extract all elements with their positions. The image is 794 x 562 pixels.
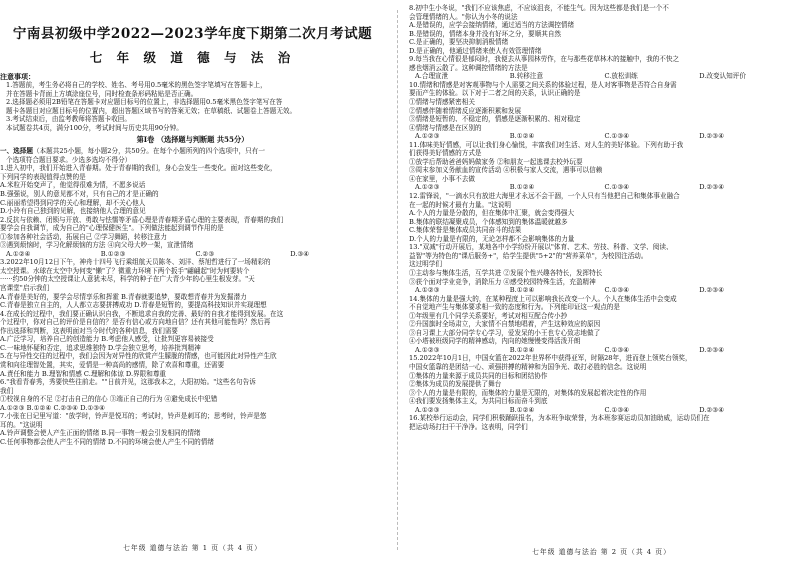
question-line: 作出选择和判断，这表明面对当今时代的各种信息，我们需要 — [0, 326, 179, 335]
option: D.②③④ — [699, 183, 725, 192]
question-line: 中国女篮靠的是团结一心、顽强拼搏的精神和为国争光、敢打必胜的信念。这说明 — [409, 362, 647, 371]
q15-options — [409, 406, 794, 415]
question-line: D.小玲有自己独到的见解，也接纳他人合理的意见 — [0, 207, 146, 216]
question-line: ······约50分钟的太空授课让人意犹未尽，科学的种子在广大青少年的心里生根发芽。"天 — [0, 275, 255, 284]
question-line: 1.进入初中，我们开始进入青春期。处于青春期的我们，身心会发生一些变化。面对这些变化， — [0, 164, 277, 173]
question-line: 6."我看青春秀，秀要快些往前走。""日前并见，这那我本之，大阳初始。"这些名句告诉 — [0, 378, 256, 387]
question-line: 我们 — [0, 386, 14, 395]
option: C.①③④ — [604, 183, 630, 192]
option: D.②③④ — [699, 132, 725, 141]
option: D.②③④ — [699, 345, 725, 354]
question-11 — [409, 141, 794, 184]
q11-options — [409, 183, 794, 192]
option: A.合理宣泄 — [415, 72, 449, 81]
notice-line: 1.答题前，考生务必将自己的学校、姓名、考号用0.5毫米的黑色签字笔填写在答题卡上， — [6, 81, 267, 89]
question-14 — [409, 295, 794, 346]
question-line: ④我们要发扬集体主义，为共同目标而奋斗到底 — [409, 397, 548, 406]
option: A.①②③ — [415, 345, 440, 354]
question-line: 3.2022年10月12日下午，神舟十四号飞行乘组航天员陈冬、刘洋、蔡旭哲进行了一场精彩的 — [0, 258, 271, 267]
option: D.②③④ — [699, 286, 725, 295]
question-line: A.責任和能力 B.理智和情感 C.理解和体谅 D.界限和尊重 — [0, 369, 167, 378]
question-line: 赏和向往理智处置，其实，爱情是一种高尚的感情，除了欢喜和尊重，还需要 — [0, 360, 225, 369]
option: D.②③④ — [699, 405, 725, 414]
option: A.①②③ — [415, 405, 440, 414]
question-line: 太空授课。水球在太空中为何变"懒"了？微重力环境下两个扳手"翩翩起"时为何要转个 — [0, 266, 250, 275]
question-line: 宫课堂"启示我们 — [0, 284, 50, 293]
option: A.①②③ — [415, 286, 440, 295]
question-line: ③情绪是短暂的、不稳定的，情感是逐渐积累的、相对稳定 — [409, 115, 581, 124]
q10-options — [409, 132, 794, 141]
option: B.①②④ — [509, 132, 535, 141]
question-8 — [409, 4, 794, 55]
notice-line: 本试题卷共4页，满分100分，考试时间与历史共用90分钟。 — [6, 123, 183, 132]
option: B.①②④ — [509, 286, 535, 295]
section-1-desc: （本题共25小题，每小题2分，共50分。在每个小题所列的四个选项中，只有一 — [32, 147, 265, 156]
question-line: 们获得美好情感的方式是 — [409, 149, 482, 158]
question-line: ③个人的力量是有限的，而集体的力量是无限的，对集体的发展起着决定性的作用 — [409, 388, 647, 397]
q14-options — [409, 346, 794, 355]
option: C.①③④ — [604, 286, 630, 295]
question-line: A.铃声调整会使人产生正面的情绪 B.同一事物一般会引发相同的情绪 — [0, 429, 201, 438]
question-line: C.任何事物都会使人产生不同的情绪 D.不同的环境会使人产生不同的情绪 — [0, 437, 214, 446]
option: A.①②③ — [415, 183, 440, 192]
option: C.②③ — [195, 249, 215, 258]
question-13 — [409, 243, 794, 286]
question-line: C.丽丽希望得到同学的关心和理解，却不关心他人 — [0, 198, 146, 207]
question-line: 在一起的时候才最有力量。"这说明 — [409, 200, 511, 209]
question-line: 益智"等为特色的"课后服务+"，给学生提供"5+2"的"营养菜单"，为校园注活动。 — [409, 251, 648, 260]
notice-line: 并在答题卡背面上方填涂座位号，同时检查条形码粘贴是否正确。 — [6, 89, 198, 98]
question-line: A.青春是美好的，要学会尽情享乐和挥霍 B.青春就要追梦，要敢想青春并为发掘潜力 — [0, 292, 247, 301]
question-line: 5.在与异性交往的过程中，我们会因为对异性的欣赏产生朦胧的情感，也可能因此对异性产生欣 — [0, 352, 277, 361]
question-line: 这过明学们 — [409, 260, 442, 269]
question-line: ②集体为成员的发展提供了舞台 — [409, 380, 502, 389]
question-line: D.个人的力量是有限的，无论怎样都不会影响集体的力量 — [409, 234, 575, 243]
footer-page-1: 七年级 道德与法治 第 1 页（共 4 页） — [123, 544, 262, 552]
question-line: C.是正确的，要坚决抑制消极情绪 — [409, 38, 509, 47]
question-line: 2.反抗与依赖、闭锁与开放、勇敢与怯懦等矛盾心理是青春期矛盾心理的主要表现，青春期的我们 — [0, 215, 284, 224]
option: B.①②④ — [509, 345, 535, 354]
question-line: 要而产生的体验。以下对于二者之间的关系，认识正确的是 — [409, 89, 581, 98]
question-line: 会管理情绪的人。"你认为小冬的说法 — [409, 12, 518, 21]
question-line: ③自习课上大部分同学专心学习，爱发呆的小王也专心致志地做了 — [409, 328, 601, 337]
option: A.①②③ — [415, 132, 440, 141]
option: D.③④ — [290, 249, 310, 258]
notice-title: 注意事项： — [0, 72, 35, 81]
section-1-desc-2: 个选项符合题目要求。少选多选均不得分） — [6, 155, 132, 164]
q13-options — [409, 286, 794, 295]
question-line: ①年级里有几个同学关系要好，考试对相互配合传小抄 — [409, 311, 568, 320]
page-1 — [0, 0, 385, 558]
question-line: 个过程中，你对自己的评价是自信的？是否有信心或方向地自信？还有其他可能性吗？然后再 — [0, 318, 271, 327]
question-15 — [409, 354, 794, 405]
question-line: B.集体的联结凝聚成员，个体感知到的集体温暖就越多 — [409, 217, 568, 226]
option: C.放松训练 — [604, 72, 638, 81]
q2-options — [0, 250, 385, 259]
question-line: 7.小张在日记里写道："放学时，铃声是悦耳的；考试时，铃声是刺耳的；思考时，铃声是悠 — [0, 412, 267, 421]
question-line: ③遇到烦恼时，学习化解烦恼的方法 ④向父母大吵一架，宣泄情绪 — [0, 241, 194, 250]
question-line: ④情绪与情感是在区别的 — [409, 123, 482, 132]
question-12 — [409, 192, 794, 243]
question-line: ①主动参与集体生活，互学共进 ②发展个性兴趣各特长，发挥特长 — [409, 268, 603, 277]
question-10 — [409, 81, 794, 132]
question-line: ①校视自身的不足 ②打击自己的信心 ③端正自己的行为 ④避免成长中犯错 — [0, 395, 218, 404]
page-2 — [409, 0, 794, 562]
question-line: 12.雷锋说，"一滴水只有放进大海里才永远不会干涸，一个人只有当他把自己和集体事业融合 — [409, 192, 680, 201]
question-line: 下列同学的表现值得点赞的是 — [0, 172, 86, 181]
question-line: ④小塔被班级同学的精神感动，内向的她慢慢变得活泼开朗 — [409, 337, 581, 346]
option: B.①②④ — [509, 183, 535, 192]
q9-options — [409, 72, 794, 81]
option: C.①③④ — [604, 405, 630, 414]
exam-subtitle: 七 年 级 道 德 与 法 治 — [89, 50, 296, 65]
question-line: 9.每当我在心情很是郁闷时，我便去从事园林劳作，在与那些花草林木的接触中，我的不快之 — [409, 55, 680, 64]
question-line: ①放学后帮助爸爸妈妈做家务 ②和朋友一起逃课去校外玩耍 — [409, 157, 583, 166]
question-line: ②情感伴随着情绪反应逐渐积累和发展 — [409, 106, 522, 115]
question-line: ①参加各种社会活动，拓展自己 ②学习舞蹈，转移注意力 — [0, 232, 167, 241]
question-line: C.一味地怀疑和否定，追求思维独特 D.学会独立思考，培养批判精神 — [0, 343, 201, 352]
questions-1-2 — [0, 164, 385, 249]
questions-3-7 — [0, 258, 385, 446]
question-line: A.个人的力量是分散的，但在集体中汇聚，就会变得强大 — [409, 209, 575, 218]
question-line: ③周末参加义务献血的宣传活动 ④积极与家人交流，遇事可以信赖 — [409, 166, 603, 175]
exam-title: 宁南县初级中学2022—2023学年度下期第二次月考试题 — [12, 26, 373, 42]
option: C.①③④ — [604, 132, 630, 141]
option: A.①②④ — [6, 249, 31, 258]
notice-line: 3.考试结束后，由监考教师将答题卡收回。 — [6, 115, 131, 124]
question-line: 把运动场打扫干干净净。这表明，同学们 — [409, 422, 528, 431]
question-line: 感也烟消云散了。这种调控情绪的方法是 — [409, 63, 528, 72]
question-line: ①集体的力量来源于成员共同的目标和团结协作 — [409, 371, 548, 380]
section-1-label: 一、选择题 — [0, 147, 33, 156]
question-line: A.①②③ B.①②④ C.②③④ D.①③④ — [0, 403, 106, 412]
question-line: 14.集体的力量是强大的，在某种程度上可以影响我长改变一个人。个人在集体生活中会变成 — [409, 294, 677, 303]
question-line: 15.2022年10月1日，中国女篮在2022年世界杯中获得亚军，时隔28年，进而登上领奖台领奖， — [409, 354, 692, 363]
footer-page-2: 七年级 道德与法治 第 2 页（共 4 页） — [532, 548, 671, 556]
question-line: 13."双减"行动开展后，某地各中小学纷纷开展以"体育、艺术、劳技、科普、文学、阅读、 — [409, 243, 673, 252]
question-line: A.广泛学习，培养自己的创造能力 B.考虑他人感受，让批判更容易被接受 — [0, 335, 214, 344]
option: B.①②④ — [509, 405, 535, 414]
question-line: B.强强说，别人的意见都不对，只有自己的才是正确的 — [0, 190, 159, 199]
question-line: A.米粒开始变声了，他觉得很难为情，不愿多说话 — [0, 181, 146, 190]
question-line: ①情绪与情感紧密相关 — [409, 98, 475, 107]
question-line: 耳的。"这说明 — [0, 420, 43, 429]
question-line: 8.初中生小冬说，"我们不应该焦虑，不应该沮丧，不能生气。因为这些都是我们是一个不 — [409, 4, 669, 12]
question-line: 11.体味美好情感，可以让我们身心愉悦，丰富我们对生活、对人生的美好体验。下列有助于我 — [409, 140, 684, 149]
question-16 — [409, 414, 794, 431]
question-line: 16.某校举行运动会，同学们积极踊跃报名，为本班争取荣誉，为本班参赛运动员加油助威，运动员们在 — [409, 414, 710, 423]
question-line: 不自觉地产生与集体要求相一致的态度和行为。下列能印证这一观点的是 — [409, 303, 620, 312]
option: C.①③④ — [604, 345, 630, 354]
question-line: ②升国旗时全场肃立，大家情不自禁地唱着，产生这种效应的原因 — [409, 320, 601, 329]
question-line: 10.情绪和情感是对客观事物与个人需要之间关系的体验过程，是人对客事物是否符合自身需 — [409, 80, 677, 89]
question-line: A.是错误的，应学会接纳情绪，通过适当的方法调控情绪 — [409, 21, 575, 30]
question-line: ③获个面对学业竞争，消除压力 ④感受校园特殊生活，充盈精神 — [409, 277, 596, 286]
part-1-heading: 第Ⅰ卷 （选择题与判断题 共55分） — [136, 135, 249, 145]
question-line: D.是正确的，他通过情绪来使人有效管理情绪 — [409, 46, 542, 55]
question-9 — [409, 55, 794, 72]
question-line: 4.在成长的过程中，我们要正确认识自我，不断追求自我的完善、最好的自我才能得到发展。在这 — [0, 309, 284, 318]
notice-line: 题卡各题目对应题目标号的位置内，超出答题区域书写的答案无效；在草稿纸、试题卷上答题无效。 — [6, 106, 297, 115]
option: B.转移注意 — [509, 72, 544, 81]
question-line: C.青春是独立自主的，人人都立志要拼搏成功 D.青春是短暂的，要提高科技知识并实现理想 — [0, 301, 267, 310]
option: B.①②③ — [100, 249, 126, 258]
notice-line: 2.选择题必须用2B铅笔在答题卡对应题目标号的位置上，非选择题用0.5毫米黑色签字笔写在答 — [6, 98, 283, 107]
question-line: C.集体荣誉是集体成员共同奋斗的结果 — [409, 226, 522, 235]
page-divider — [397, 10, 398, 550]
section-1-line — [0, 147, 385, 156]
question-line: ④在家里，小事不去做 — [409, 174, 475, 183]
option: D.改变认知评价 — [699, 72, 746, 81]
question-line: 要学会自我调节，成为自己的"心理保健医生"。下列做法能起到调节作用的是 — [0, 224, 224, 233]
notices — [0, 81, 385, 132]
question-line: B.是错误的，情绪本身并没有好坏之分，要顺其自然 — [409, 29, 562, 38]
